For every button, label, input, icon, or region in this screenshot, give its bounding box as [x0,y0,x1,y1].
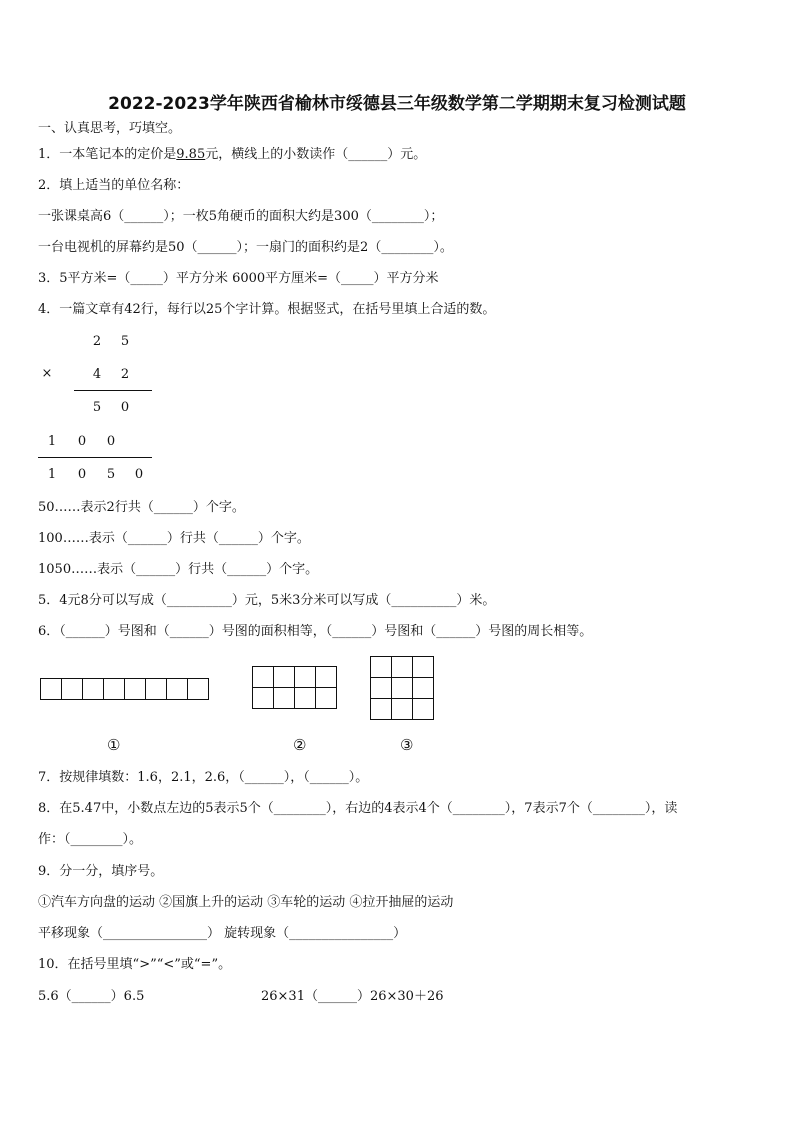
times-sign: × [41,366,53,381]
question-8-line-1: 8．在5.47中，小数点左边的5表示5个（________），右边的4表示4个（________），7表示7个（________），读 [38,801,678,816]
question-7: 7．按规律填数：1.6，2.1，2.6，（______），（______）。 [38,770,369,785]
question-1 [38,147,426,163]
digit: 0 [77,434,87,449]
question-10-a: 5.6（______）6.5 [38,989,145,1004]
question-4-line-3: 1050……表示（______）行共（______）个字。 [38,562,319,577]
digit: 0 [106,434,116,449]
digit: 1 [47,467,57,482]
question-4-line-2: 100……表示（______）行共（______）个字。 [38,531,310,546]
digit: 1 [47,434,57,449]
divider-line [38,457,152,458]
question-2-line-2: 一台电视机的屏幕约是50（______）；一扇门的面积约是2（________）。 [38,240,453,255]
digit: 0 [120,400,130,415]
question-9: 9．分一分，填序号。 [38,864,164,879]
digit: 2 [120,367,130,382]
figure-1-label: ① [107,736,121,754]
question-4: 4．一篇文章有42行，每行以25个字计算。根据竖式，在括号里填上合适的数。 [38,302,496,317]
figure-1-grid [40,678,209,700]
question-4-line-1: 50……表示2行共（______）个字。 [38,500,245,515]
figure-3-label: ③ [400,736,414,754]
question-1-post: 元，横线上的小数读作（______）元。 [205,147,427,162]
question-1-value: 9.85 [176,147,206,162]
section-heading: 一、认真思考，巧填空。 [38,121,182,136]
figure-3-grid [370,656,434,720]
digit: 5 [120,334,130,349]
question-8-line-2: 作：（________）。 [38,832,143,847]
digit: 0 [134,467,144,482]
question-2-line-1: 一张课桌高6（______）；一枚5角硬币的面积大约是300（________）； [38,209,444,224]
question-9-items: ①汽车方向盘的运动 ②国旗上升的运动 ③车轮的运动 ④拉开抽屉的运动 [38,895,454,910]
digit: 4 [92,367,102,382]
question-6: 6．（______）号图和（______）号图的面积相等，（______）号图和（______）号图的周长相等。 [38,624,593,639]
question-5: 5．4元8分可以写成（__________）元，5米3分米可以写成（__________）米。 [38,593,496,608]
digit: 5 [92,400,102,415]
figure-2-label: ② [293,736,307,754]
question-2: 2．填上适当的单位名称： [38,178,190,193]
digit: 0 [77,467,87,482]
divider-line [74,390,152,391]
question-9-answer-line: 平移现象（________________） 旋转现象（________________） [38,926,407,941]
question-10: 10．在括号里填“>”“<”或“=”。 [38,957,232,972]
digit: 5 [106,467,116,482]
digit: 2 [92,334,102,349]
page-title: 2022-2023学年陕西省榆林市绥德县三年级数学第二学期期末复习检测试题 [108,94,686,114]
question-1-pre: 1．一本笔记本的定价是 [38,147,177,162]
question-10-b: 26×31（______）26×30＋26 [261,989,444,1004]
figure-2-grid [252,666,337,709]
question-3: 3．5平方米=（_____）平方分米 6000平方厘米=（_____）平方分米 [38,271,439,286]
